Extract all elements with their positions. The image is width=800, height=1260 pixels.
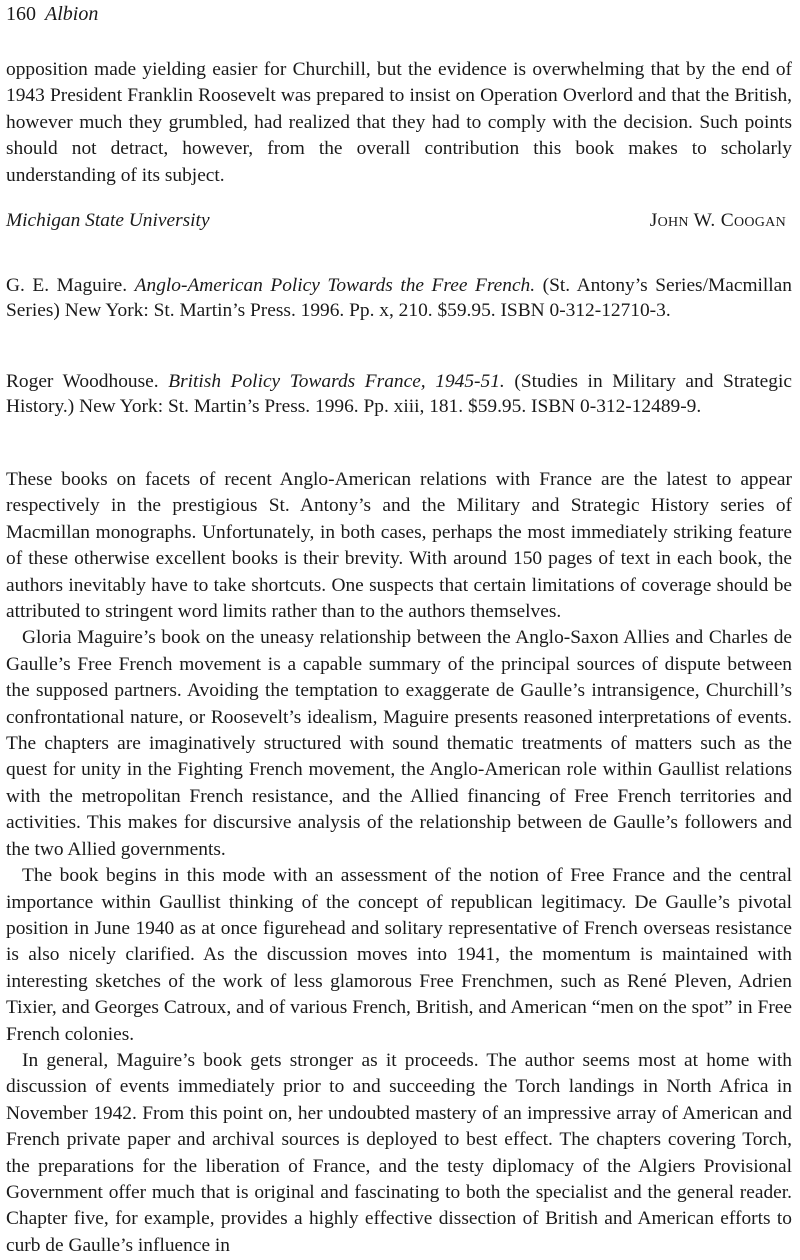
book-citation-woodhouse <box>6 369 792 420</box>
review-paragraph: The book begins in this mode with an assessment of the notion of Free France and the central importance within Gaullist thinking of the concept of republican legitimacy. De Gaulle’s pivotal position in June 1940 as at once figurehead and solitary representative of French overseas resistance is also nicely clarified. As the discussion moves into 1941, the momentum is maintained with interesting sketches of the work of less glamorous Free Frenchmen, such as René Pleven, Adrien Tixier, and Georges Catroux, and of various French, British, and American “men on the spot” in Free French colonies. <box>6 865 792 1045</box>
citation-author: G. E. Maguire. <box>6 275 128 296</box>
previous-review-continuation <box>6 57 792 189</box>
page-number: 160 <box>6 3 36 25</box>
citation-title: British Policy Towards France, 1945-51. <box>168 371 505 392</box>
citation-author: Roger Woodhouse. <box>6 371 159 392</box>
continuation-paragraph: opposition made yielding easier for Churchill, but the evidence is overwhelming that by the end of 1943 President Franklin Roosevelt was prepared to insist on Operation Overlord and that the British, however much they grumbled, had realized that they had to comply with the decision. Such points should not detract, however, from the overall contribution this book makes to scholarly understanding of its subject. <box>6 59 792 186</box>
citation-title: Anglo-American Policy Towards the Free French. <box>134 275 536 296</box>
citation-text <box>6 273 792 324</box>
review-paragraph: Gloria Maguire’s book on the uneasy relationship between the Anglo-Saxon Allies and Charles de Gaulle’s Free French movement is a capable summary of the principal sources of dispute between the supposed partners. Avoiding the temptation to exaggerate de Gaulle’s intransigence, Churchill’s confrontational nature, or Roosevelt’s idealism, Maguire presents reasoned interpretations of events. The chapters are imaginatively structured with sound thematic treatments of matters such as the quest for unity in the Fighting French movement, the Anglo-American role within Gaullist relations with the metropolitan French resistance, and the Allied financing of Free French territories and activities. This makes for discursive analysis of the relationship between de Gaulle’s followers and the two Allied governments. <box>6 627 792 860</box>
reviewer-name: John W. Coogan <box>649 210 786 231</box>
reviewer-signature <box>6 208 786 234</box>
book-citation-maguire <box>6 273 792 324</box>
running-head <box>6 2 98 26</box>
journal-title: Albion <box>45 3 99 25</box>
reviewer-institution: Michigan State University <box>6 210 210 231</box>
review-paragraph: These books on facets of recent Anglo-American relations with France are the latest to appear respectively in the prestigious St. Antony’s and the Military and Strategic History series of Macmillan monographs. Unfortunately, in both cases, perhaps the most immediately striking feature of these otherwise excellent books is their brevity. With around 150 pages of text in each book, the authors inevitably have to take shortcuts. One suspects that certain limitations of coverage should be attributed to stringent word limits rather than to the authors themselves. <box>6 469 792 623</box>
review-body <box>6 467 792 1259</box>
citation-details: (St. Antony’s Series/Macmillan Series) New York: St. Martin’s Press. 1996. Pp. x, 210. $59.95. ISBN 0-312-12710-3. <box>6 275 792 322</box>
citation-text <box>6 369 792 420</box>
citation-details: (Studies in Military and Strategic History.) New York: St. Martin’s Press. 1996. Pp. xiii, 181. $59.95. ISBN 0-312-12489-9. <box>6 371 792 418</box>
review-paragraph: In general, Maguire’s book gets stronger as it proceeds. The author seems most at home with discussion of events immediately prior to and succeeding the Torch landings in North Africa in November 1942. From this point on, her undoubted mastery of an impressive array of American and French private paper and archival sources is deployed to best effect. The chapters covering Torch, the preparations for the liberation of France, and the testy diplomacy of the Algiers Provisional Government offer much that is original and fascinating to both the specialist and the general reader. Chapter five, for example, provides a highly effective dissection of British and American efforts to curb de Gaulle’s influence in <box>6 1049 792 1256</box>
